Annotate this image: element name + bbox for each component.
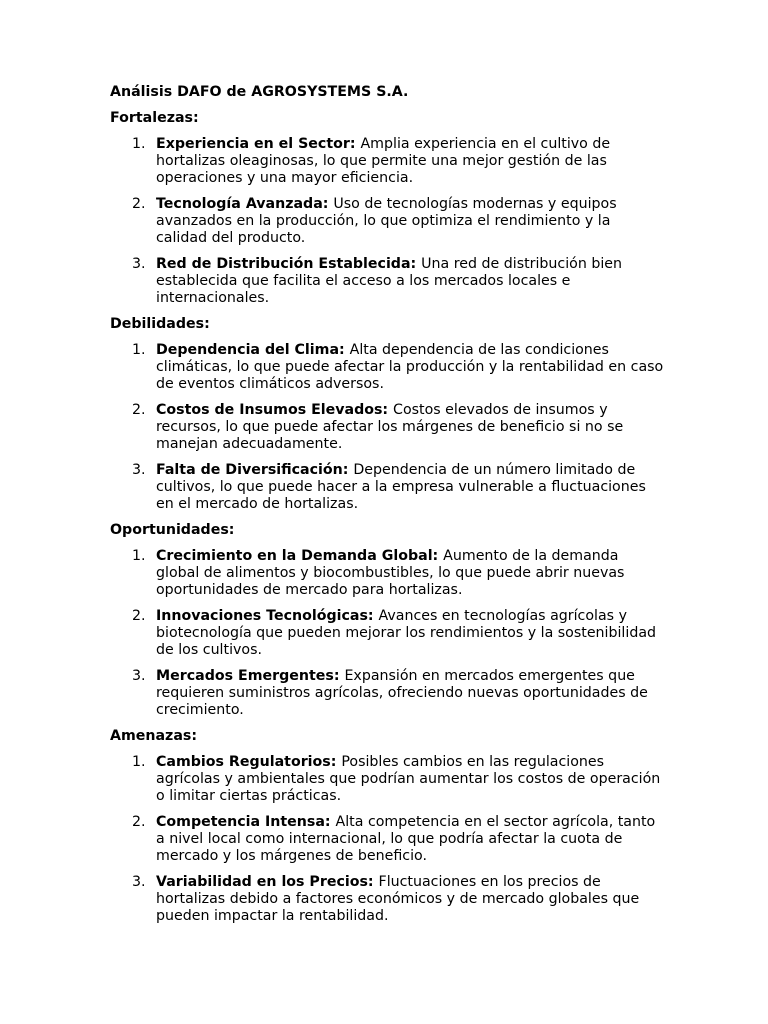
item-number: 2. — [132, 814, 146, 830]
item-text: Amplia experiencia en el cultivo de hortalizas oleaginosas, lo que permite una mejor gestión de las operaciones y una mayor eficiencia. — [156, 136, 611, 186]
item-number: 1. — [132, 754, 146, 770]
list-item — [110, 342, 665, 393]
item-number: 2. — [132, 608, 146, 624]
item-number: 3. — [132, 668, 146, 684]
list-item — [110, 608, 665, 659]
item-number: 1. — [132, 136, 146, 152]
item-text: Uso de tecnologías modernas y equipos avanzados en la producción, lo que optimiza el rendimiento y la calidad del producto. — [156, 196, 617, 246]
item-text: Avances en tecnologías agrícolas y biotecnología que pueden mejorar los rendimientos y la sostenibilidad de los cultivos. — [156, 608, 657, 658]
item-term: Competencia Intensa: — [156, 814, 336, 830]
item-list — [110, 548, 665, 719]
section-heading: Fortalezas: — [110, 110, 199, 126]
item-text: Alta dependencia de las condiciones climáticas, lo que puede afectar la producción y la rentabilidad en caso de eventos climáticos adversos. — [156, 342, 664, 392]
item-list — [110, 754, 665, 925]
list-item — [110, 196, 665, 247]
list-item — [110, 874, 665, 925]
item-text: Dependencia de un número limitado de cultivos, lo que puede hacer a la empresa vulnerable a fluctuaciones en el mercado de hortalizas. — [156, 462, 646, 512]
section-debilidades — [110, 316, 665, 513]
item-term: Variabilidad en los Precios: — [156, 874, 379, 890]
section-heading: Amenazas: — [110, 728, 198, 744]
item-term: Dependencia del Clima: — [156, 342, 350, 358]
item-number: 1. — [132, 342, 146, 358]
item-term: Cambios Regulatorios: — [156, 754, 342, 770]
item-text: Expansión en mercados emergentes que requieren suministros agrícolas, ofreciendo nuevas oportunidades de crecimiento. — [156, 668, 648, 718]
item-term: Tecnología Avanzada: — [156, 196, 334, 212]
item-term: Costos de Insumos Elevados: — [156, 402, 394, 418]
item-term: Experiencia en el Sector: — [156, 136, 361, 152]
item-term: Mercados Emergentes: — [156, 668, 345, 684]
item-text: Fluctuaciones en los precios de hortalizas debido a factores económicos y de mercado globales que pueden impactar la rentabilidad. — [156, 874, 640, 924]
item-text: Posibles cambios en las regulaciones agrícolas y ambientales que podrían aumentar los costos de operación o limitar ciertas prácticas. — [156, 754, 661, 804]
section-oportunidades — [110, 522, 665, 719]
item-term: Red de Distribución Establecida: — [156, 256, 422, 272]
item-text: Una red de distribución bien establecida que facilita el acceso a los mercados locales e internacionales. — [156, 256, 623, 306]
list-item — [110, 814, 665, 865]
section-fortalezas — [110, 110, 665, 307]
list-item — [110, 462, 665, 513]
item-term: Innovaciones Tecnológicas: — [156, 608, 379, 624]
item-list — [110, 136, 665, 307]
item-number: 2. — [132, 196, 146, 212]
item-text: Alta competencia en el sector agrícola, tanto a nivel local como internacional, lo que podría afectar la cuota de mercado y los márgenes de beneficio. — [156, 814, 656, 864]
item-text: Aumento de la demanda global de alimentos y biocombustibles, lo que puede abrir nuevas oportunidades de mercado para hortalizas. — [156, 548, 625, 598]
list-item — [110, 548, 665, 599]
list-item — [110, 668, 665, 719]
list-item — [110, 754, 665, 805]
list-item — [110, 256, 665, 307]
item-text: Costos elevados de insumos y recursos, lo que puede afectar los márgenes de beneficio si no se manejan adecuadamente. — [156, 402, 624, 452]
list-item — [110, 402, 665, 453]
section-amenazas — [110, 728, 665, 925]
list-item — [110, 136, 665, 187]
section-heading: Oportunidades: — [110, 522, 235, 538]
item-number: 3. — [132, 256, 146, 272]
item-number: 1. — [132, 548, 146, 564]
item-list — [110, 342, 665, 513]
document-title: Análisis DAFO de AGROSYSTEMS S.A. — [110, 84, 409, 100]
item-number: 2. — [132, 402, 146, 418]
document-page — [110, 84, 665, 934]
item-number: 3. — [132, 462, 146, 478]
section-heading: Debilidades: — [110, 316, 210, 332]
item-term: Falta de Diversificación: — [156, 462, 354, 478]
item-number: 3. — [132, 874, 146, 890]
item-term: Crecimiento en la Demanda Global: — [156, 548, 444, 564]
